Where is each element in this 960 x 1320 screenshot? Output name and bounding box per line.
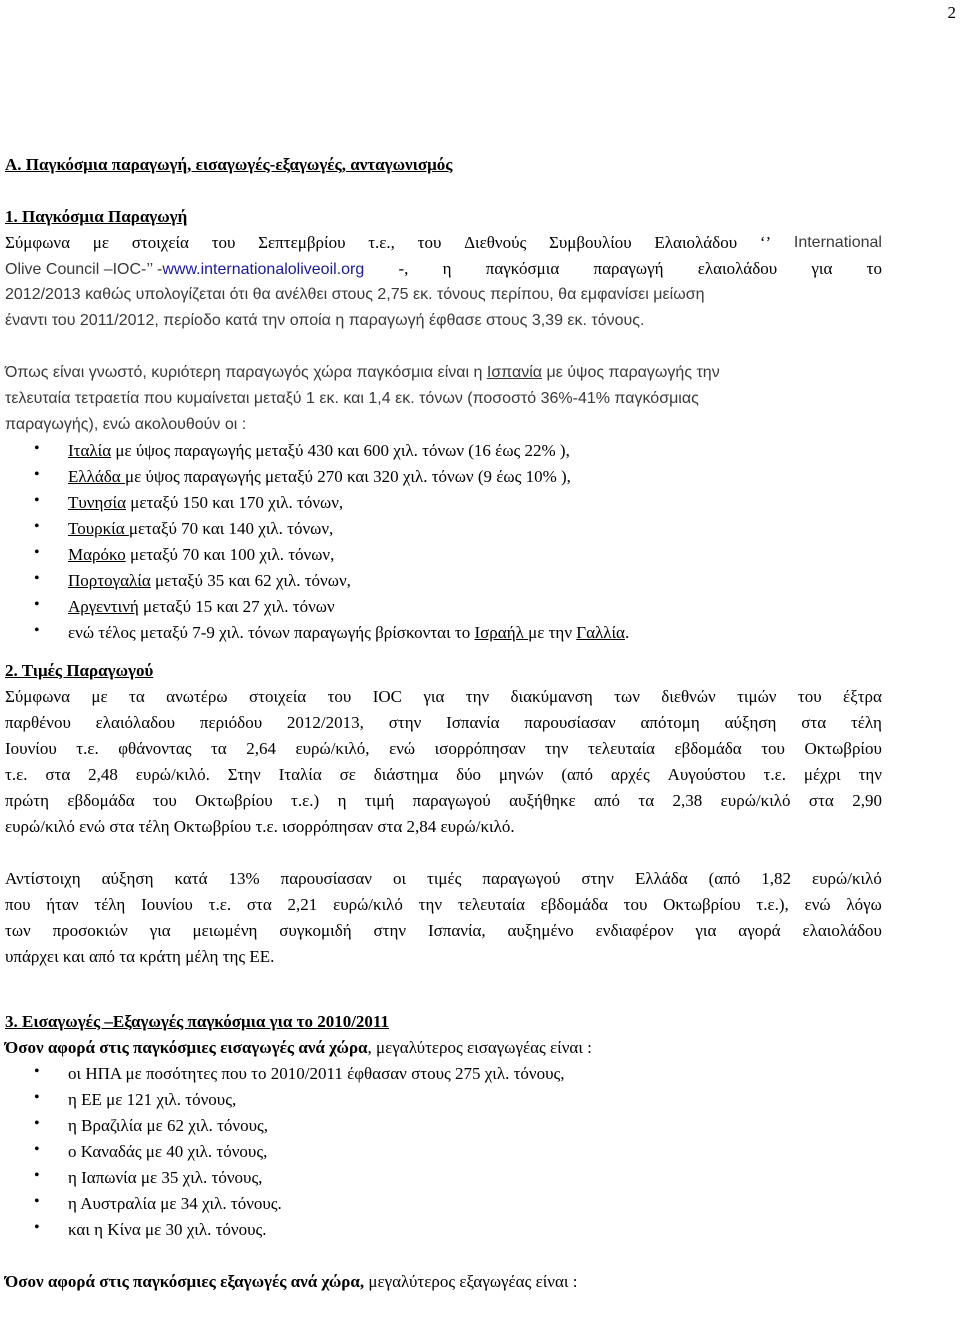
word: παραγωγού bbox=[482, 869, 561, 888]
list-item bbox=[5, 490, 882, 516]
list-item-text: ο Καναδάς με 40 χιλ. τόνους, bbox=[68, 1142, 268, 1161]
list-item-text: μεταξύ 150 και 170 χιλ. τόνων, bbox=[126, 493, 344, 512]
list-item-text: με την bbox=[528, 623, 577, 642]
ioc-website-link[interactable]: www.internationaloliveoil.org bbox=[162, 261, 365, 278]
word: παρθένου bbox=[5, 713, 71, 732]
s2-p1-line6: ευρώ/κιλό ενώ στα τέλη Οκτωβρίου τ.ε. ισορρόπησαν στα 2,84 ευρώ/κιλό. bbox=[5, 817, 515, 836]
word: 2,38 bbox=[672, 791, 703, 810]
list-item-text: . bbox=[624, 623, 630, 642]
word: -, bbox=[398, 259, 409, 278]
word: ευρώ/κιλό, bbox=[295, 739, 370, 758]
word: αυξήθηκε bbox=[509, 791, 576, 810]
word: εβδομάδα bbox=[67, 791, 135, 810]
word: ήταν bbox=[46, 895, 79, 914]
list-item bbox=[5, 1191, 882, 1217]
bullet-icon: • bbox=[34, 492, 40, 509]
list-item-text: μεταξύ 15 και 27 χιλ. τόνων bbox=[138, 597, 335, 616]
list-item-text: μεταξύ 35 και 62 χιλ. τόνων, bbox=[150, 571, 351, 590]
bullet-icon: • bbox=[34, 440, 40, 457]
word: με bbox=[92, 233, 110, 252]
word: με bbox=[91, 687, 108, 706]
word: παρουσίασαν bbox=[280, 869, 372, 888]
bullet-icon: • bbox=[34, 518, 40, 535]
word: στην bbox=[373, 921, 407, 940]
country-link[interactable]: Ισραήλ bbox=[474, 623, 529, 642]
word: ελαιόλαδου bbox=[95, 713, 176, 732]
list-item-text: η ΕΕ με 121 χιλ. τόνους, bbox=[68, 1090, 237, 1109]
importers-list bbox=[5, 1061, 882, 1243]
country-link[interactable]: Μαρόκο bbox=[68, 545, 126, 564]
word: Οκτωβρίου bbox=[804, 739, 882, 758]
bullet-icon: • bbox=[34, 1063, 40, 1080]
word: για bbox=[149, 921, 171, 940]
word: παγκόσμια bbox=[485, 259, 560, 278]
word: ενώ bbox=[804, 895, 831, 914]
word: Ιταλία bbox=[278, 765, 322, 784]
word: 1,82 bbox=[761, 869, 792, 888]
word: μέχρι bbox=[803, 765, 841, 784]
country-link[interactable]: Ελλάδα bbox=[68, 467, 125, 486]
section-3-title: 3. Εισαγωγές –Εξαγωγές παγκόσμια για το 2010/2011 bbox=[5, 1012, 389, 1031]
word: διάστημα bbox=[373, 765, 439, 784]
s2-p1-line4 bbox=[5, 762, 882, 788]
word: Ισπανία, bbox=[427, 921, 486, 940]
imports-intro-text: , μεγαλύτερος εισαγωγέας είναι : bbox=[367, 1038, 592, 1057]
word: την bbox=[545, 739, 569, 758]
word: παρουσίασαν bbox=[524, 713, 616, 732]
word: αρχές bbox=[610, 765, 650, 784]
producers-list bbox=[5, 438, 882, 646]
bullet-icon: • bbox=[34, 466, 40, 483]
word: αγορά bbox=[738, 921, 781, 940]
word: στα bbox=[808, 791, 834, 810]
list-item bbox=[5, 464, 882, 490]
word: εβδομάδα bbox=[674, 739, 742, 758]
list-item bbox=[5, 1113, 882, 1139]
bullet-icon: • bbox=[34, 596, 40, 613]
s2-p1-line2 bbox=[5, 710, 882, 736]
list-item bbox=[5, 568, 882, 594]
bullet-icon: • bbox=[34, 1141, 40, 1158]
word: το bbox=[866, 259, 882, 278]
word: Οκτωβρίου bbox=[195, 791, 273, 810]
word: 2,90 bbox=[852, 791, 882, 810]
link-spain[interactable]: Ισπανία bbox=[486, 364, 543, 381]
section-1-title: 1. Παγκόσμια Παραγωγή bbox=[5, 207, 188, 226]
word: των bbox=[614, 687, 640, 706]
word: Ελλάδα bbox=[634, 869, 688, 888]
list-item-text: η Βραζιλία με 62 χιλ. τόνους, bbox=[68, 1116, 268, 1135]
word: ισορρόπησαν bbox=[434, 739, 526, 758]
country-link[interactable]: Πορτογαλία bbox=[68, 571, 151, 590]
word: International bbox=[793, 234, 882, 251]
word: παραγωγού bbox=[412, 791, 491, 810]
country-link[interactable]: Αργεντινή bbox=[68, 597, 139, 616]
country-link[interactable]: Τυνησία bbox=[68, 493, 127, 512]
s2-p1-line5 bbox=[5, 788, 882, 814]
word: στην bbox=[388, 713, 422, 732]
country-link[interactable]: Γαλλία bbox=[576, 623, 625, 642]
word: προσοκιών bbox=[52, 921, 128, 940]
word: περιόδου bbox=[199, 713, 263, 732]
word: του bbox=[327, 687, 352, 706]
exports-intro-bold: Όσον αφορά στις παγκόσμιες εξαγωγές ανά χώρα, bbox=[5, 1272, 365, 1291]
word: συγκομιδή bbox=[279, 921, 352, 940]
word: τα bbox=[638, 791, 655, 810]
list-item bbox=[5, 1139, 882, 1165]
word: αυξημένο bbox=[507, 921, 574, 940]
word: λόγω bbox=[846, 895, 882, 914]
word: την bbox=[418, 895, 443, 914]
list-item-text: με ύψος παραγωγής μεταξύ 430 και 600 χιλ. τόνων (16 έως 22% ), bbox=[111, 441, 570, 460]
word: φθάνοντας bbox=[118, 739, 192, 758]
word: αύξηση bbox=[724, 713, 777, 732]
s1-p1-line2 bbox=[5, 256, 882, 282]
word: τ.ε. bbox=[76, 739, 99, 758]
word: διεθνών bbox=[661, 687, 716, 706]
bullet-icon: • bbox=[34, 1193, 40, 1210]
word: δύο bbox=[456, 765, 482, 784]
exports-intro-text: μεγαλύτερος εξαγωγέας είναι : bbox=[364, 1272, 578, 1291]
word: 2012/2013, bbox=[286, 713, 364, 732]
word: ελαιολάδου bbox=[697, 259, 778, 278]
list-item bbox=[5, 438, 882, 464]
page-number: 2 bbox=[947, 3, 956, 22]
word: Διεθνούς bbox=[464, 233, 527, 252]
list-item bbox=[5, 516, 882, 542]
word: 13% bbox=[228, 869, 260, 888]
list-item-text: μεταξύ 70 και 100 χιλ. τόνων, bbox=[125, 545, 335, 564]
s2-p2-line3 bbox=[5, 918, 882, 944]
word: τιμή bbox=[364, 791, 395, 810]
s2-p1-line1 bbox=[5, 684, 882, 710]
bullet-icon: • bbox=[34, 1115, 40, 1132]
word: του bbox=[211, 233, 236, 252]
word: τ.ε. bbox=[5, 765, 28, 784]
s1-p2-line1 bbox=[5, 360, 882, 386]
word: ευρώ/κιλό bbox=[333, 895, 403, 914]
s1-p1-line4: έναντι του 2011/2012, περίοδο κατά την οποία η παραγωγή έφθασε στους 3,39 εκ. τόνους. bbox=[5, 312, 645, 329]
list-item bbox=[5, 1087, 882, 1113]
organization-name: Olive Council –IOC-’’ - bbox=[5, 261, 163, 278]
word: τελευταία bbox=[457, 895, 525, 914]
word: ευρώ/κιλό. bbox=[135, 765, 210, 784]
imports-intro bbox=[5, 1035, 882, 1061]
list-item bbox=[5, 1165, 882, 1191]
word: ενδιαφέρον bbox=[595, 921, 674, 940]
word: Αντίστοιχη bbox=[5, 869, 81, 888]
word: στην bbox=[581, 869, 614, 888]
word: (από bbox=[708, 869, 741, 888]
section-2-title: 2. Τιμές Παραγωγού bbox=[5, 661, 154, 680]
word: παραγωγή bbox=[593, 259, 664, 278]
word: στα bbox=[45, 765, 71, 784]
word: στοιχεία bbox=[131, 233, 189, 252]
word: τ.ε., bbox=[368, 233, 395, 252]
list-item bbox=[5, 620, 882, 646]
bullet-icon: • bbox=[34, 1089, 40, 1106]
word: ευρώ/κιλό bbox=[720, 791, 791, 810]
word: Σύμφωνα bbox=[5, 233, 71, 252]
word: που bbox=[5, 895, 31, 914]
word: στα bbox=[246, 895, 272, 914]
s1-p2-line2: τελευταία τετραετία που κυμαίνεται μεταξύ 1 εκ. και 1,4 εκ. τόνων (ποσοστό 36%-41% παγκόσμιας bbox=[5, 390, 699, 407]
word: για bbox=[695, 921, 717, 940]
word: 2,64 bbox=[246, 739, 276, 758]
bullet-icon: • bbox=[34, 1219, 40, 1236]
line-start bbox=[5, 256, 364, 282]
bullet-icon: • bbox=[34, 1167, 40, 1184]
list-item bbox=[5, 594, 882, 620]
word: η bbox=[442, 259, 452, 278]
word: Ελαιολάδου bbox=[654, 233, 738, 252]
word: ‘’ bbox=[759, 233, 772, 252]
list-item bbox=[5, 1061, 882, 1087]
word: μηνών bbox=[498, 765, 544, 784]
section-1-paragraph-2 bbox=[5, 360, 882, 438]
word: σε bbox=[339, 765, 356, 784]
list-item-text: η Αυστραλία με 34 χιλ. τόνους. bbox=[68, 1194, 282, 1213]
list-item-text: η Ιαπωνία με 35 χιλ. τόνους, bbox=[68, 1168, 263, 1187]
s1-p1-line3: 2012/2013 καθώς υπολογίζεται ότι θα ανέλθει στους 2,75 εκ. τόνους περίπου, θα εμφανίσει μείωση bbox=[5, 286, 705, 303]
word: στοιχεία bbox=[248, 687, 307, 706]
word: Ιουνίου bbox=[141, 895, 193, 914]
word: τα bbox=[129, 687, 145, 706]
word: του bbox=[761, 739, 785, 758]
section-1-paragraph-1 bbox=[5, 230, 882, 334]
word: 2,21 bbox=[287, 895, 318, 914]
word: για bbox=[811, 259, 833, 278]
word: από bbox=[594, 791, 620, 810]
word: του bbox=[153, 791, 177, 810]
word: μειωμένη bbox=[192, 921, 258, 940]
word: του bbox=[623, 895, 648, 914]
word: έξτρα bbox=[842, 687, 882, 706]
word: Αυγούστου bbox=[667, 765, 746, 784]
word: ανωτέρω bbox=[166, 687, 228, 706]
word: οι bbox=[392, 869, 407, 888]
word: των bbox=[5, 921, 31, 940]
word: (από bbox=[561, 765, 593, 784]
word: 2,48 bbox=[88, 765, 118, 784]
word: Συμβουλίου bbox=[548, 233, 632, 252]
s2-p2-line2 bbox=[5, 892, 882, 918]
list-item-text: μεταξύ 70 και 140 χιλ. τόνων, bbox=[128, 519, 334, 538]
bullet-icon: • bbox=[34, 622, 40, 639]
section-a-title: Α. Παγκόσμια παραγωγή, εισαγωγές-εξαγωγές, ανταγωνισμός bbox=[5, 155, 453, 174]
word: η bbox=[337, 791, 347, 810]
word: εβδομάδα bbox=[540, 895, 608, 914]
list-item bbox=[5, 542, 882, 568]
word: Οκτωβρίου bbox=[663, 895, 741, 914]
word: τ.ε. bbox=[763, 765, 786, 784]
bullet-icon: • bbox=[34, 570, 40, 587]
word: τ.ε.) bbox=[291, 791, 320, 810]
list-item-text: οι ΗΠΑ με ποσότητες που το 2010/2011 έφθασαν στους 275 χιλ. τόνους, bbox=[68, 1064, 565, 1083]
word: πρώτη bbox=[5, 791, 49, 810]
section-2-paragraph-1 bbox=[5, 684, 882, 840]
word: τ.ε.), bbox=[756, 895, 789, 914]
s1-p1-line1 bbox=[5, 230, 882, 256]
country-link[interactable]: Ιταλία bbox=[68, 441, 112, 460]
section-2-paragraph-2 bbox=[5, 866, 882, 970]
word: τα bbox=[210, 739, 227, 758]
word: κατά bbox=[174, 869, 208, 888]
text: Όπως είναι γνωστό, κυριότερη παραγωγός χώρα παγκόσμια είναι η bbox=[5, 364, 483, 381]
exports-intro bbox=[5, 1269, 882, 1295]
word: Στην bbox=[227, 765, 261, 784]
word: τέλη bbox=[94, 895, 126, 914]
word: Σεπτεμβρίου bbox=[258, 233, 346, 252]
list-item-text: με ύψος παραγωγής μεταξύ 270 και 320 χιλ. τόνων (9 έως 10% ), bbox=[124, 467, 571, 486]
document-body bbox=[5, 152, 882, 1295]
word: απότομη bbox=[640, 713, 700, 732]
word: τ.ε. bbox=[208, 895, 232, 914]
list-item-text: ενώ τέλος μεταξύ 7-9 χιλ. τόνων παραγωγής βρίσκονται το bbox=[68, 623, 475, 642]
text: με ύψος παραγωγής την bbox=[546, 364, 720, 381]
word: ευρώ/κιλό bbox=[812, 869, 882, 888]
word: στα bbox=[801, 713, 827, 732]
word: τιμές bbox=[427, 869, 462, 888]
word: διακύμανση bbox=[510, 687, 593, 706]
s2-p2-line1 bbox=[5, 866, 882, 892]
word: την bbox=[858, 765, 882, 784]
s2-p1-line3 bbox=[5, 736, 882, 762]
imports-intro-bold: Όσον αφορά στις παγκόσμιες εισαγωγές ανά χώρα bbox=[5, 1038, 368, 1057]
word: τέλη bbox=[850, 713, 882, 732]
s1-p2-line3: παραγωγής), ενώ ακολουθούν οι : bbox=[5, 416, 247, 433]
word: Σύμφωνα bbox=[5, 687, 71, 706]
list-item-text: και η Κίνα με 30 χιλ. τόνους. bbox=[68, 1220, 267, 1239]
word: Ιουνίου bbox=[5, 739, 57, 758]
word: ενώ bbox=[389, 739, 416, 758]
word: του bbox=[797, 687, 822, 706]
word: για bbox=[423, 687, 445, 706]
country-link[interactable]: Τουρκία bbox=[68, 519, 129, 538]
word: τιμών bbox=[737, 687, 777, 706]
word: του bbox=[417, 233, 442, 252]
word: ελαιολάδου bbox=[802, 921, 882, 940]
word: Ισπανία bbox=[446, 713, 500, 732]
word: IOC bbox=[372, 687, 402, 706]
word: την bbox=[465, 687, 490, 706]
s2-p2-line4: υπάρχει και από τα κράτη μέλη της ΕΕ. bbox=[5, 947, 275, 966]
bullet-icon: • bbox=[34, 544, 40, 561]
list-item bbox=[5, 1217, 882, 1243]
word: αύξηση bbox=[101, 869, 154, 888]
word: τελευταία bbox=[587, 739, 655, 758]
